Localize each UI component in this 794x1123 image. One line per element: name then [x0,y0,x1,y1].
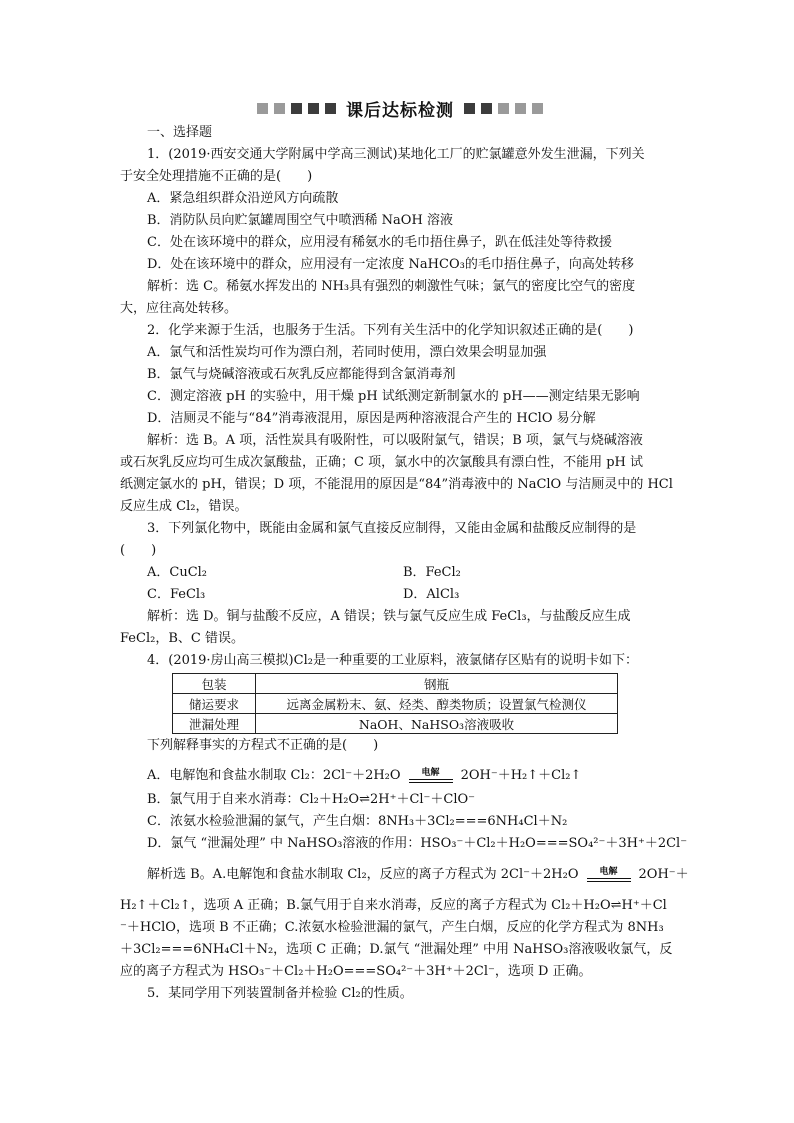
answer-explanation: 纸测定氯水的 pH，错误；D 项，不能混用的原因是“84”消毒液中的 NaClO 与洁厕灵中的 HCl [120,477,673,492]
answer-explanation: ⁻＋HClO，选项 B 不正确；C.浓氨水检验泄漏的氯气，产生白烟，反应的化学方程式为 8NH₃ [120,920,664,935]
table-row [173,674,618,694]
decor-square-icon [325,103,336,114]
decor-square-icon [308,103,319,114]
question-stem: 2．化学来源于生活，也服务于生活。下列有关生活中的化学知识叙述正确的是( ) [147,323,634,338]
option-d: D．AlCl₃ [403,587,460,602]
option-d: D．处在该环境中的群众，应用浸有一定浓度 NaHCO₃的毛巾捂住鼻子，向高处转移 [147,257,634,272]
decor-square-icon [291,103,302,114]
answer-explanation: ＋3Cl₂===6NH₄Cl＋N₂，选项 C 正确；D.氯气 “泄漏处理” 中用 NaHSO₃溶液吸收氯气，反 [120,942,673,957]
question-stem: 1．(2019·西安交通大学附属中学高三测试)某地化工厂的贮氯罐意外发生泄漏，下列关 [147,147,645,162]
decor-square-icon [464,103,475,114]
page-title: 课后达标检测 [346,100,454,121]
electrolysis-condition [587,868,631,882]
option-row [120,562,680,584]
answer-explanation: H₂↑＋Cl₂↑，选项 A 正确；B.氯气用于自来水消毒，反应的离子方程式为 Cl₂＋H₂O⇌H⁺＋Cl [120,898,667,913]
answer-explanation: 应的离子方程式为 HSO₃⁻＋Cl₂＋H₂O===SO₄²⁻＋3H⁺＋2Cl⁻，选项 D 正确。 [120,964,592,979]
answer-explanation: 解析：选 C。稀氨水挥发出的 NH₃具有强烈的刺激性气味；氯气的密度比空气的密度 [147,279,636,294]
option-a: A．氯气和活性炭均可作为漂白剂，若同时使用，漂白效果会明显加强 [147,345,547,360]
answer-explanation: FeCl₂，B、C 错误。 [120,631,244,646]
table-cell: 远离金属粉末、氨、烃类、醇类物质；设置氯气检测仪 [256,694,618,714]
condition-label: 电解 [599,866,618,877]
answer-explanation [120,861,689,889]
question-stem: 3．下列氯化物中，既能由金属和氯气直接反应制得，又能由金属和盐酸反应制得的是 [147,521,637,536]
answer-text: 解析选 B。A.电解饱和食盐水制取 Cl₂，反应的离子方程式为 2Cl⁻＋2H₂O [147,867,579,882]
answer-explanation: 反应生成 Cl₂，错误。 [120,499,248,514]
equation-bar [409,779,453,780]
decor-square-icon [257,103,268,114]
table-cell: 包装 [173,674,256,694]
equation-bar [587,878,631,879]
option-d: D．氯气 “泄漏处理” 中 NaHSO₃溶液的作用：HSO₃⁻＋Cl₂＋H₂O===SO₄²⁻＋3H⁺＋2Cl⁻ [147,836,688,851]
option-d: D．洁厕灵不能与“84”消毒液混用，原因是两种溶液混合产生的 HClO 易分解 [147,411,596,426]
decor-square-icon [481,103,492,114]
option-b: B．FeCl₂ [403,565,461,580]
decor-square-icon [274,103,285,114]
worksheet-page [120,96,689,1005]
decor-square-icon [498,103,509,114]
option-c: C．FeCl₃ [147,587,206,602]
question-stem: 下列解释事实的方程式不正确的是( ) [147,738,379,753]
option-a: A．紧急组织群众沿逆风方向疏散 [147,191,339,206]
answer-explanation: 解析：选 D。铜与盐酸不反应，A 错误；铁与氯气反应生成 FeCl₃，与盐酸反应生成 [147,609,631,624]
answer-explanation: 解析：选 B。A 项，活性炭具有吸附性，可以吸附氯气，错误；B 项，氯气与烧碱溶液 [147,433,643,448]
table-cell: NaOH、NaHSO₃溶液吸收 [256,714,618,734]
section-heading: 一、选择题 [147,125,213,140]
option-c: C．测定溶液 pH 的实验中，用干燥 pH 试纸测定新制氯水的 pH——测定结果无影响 [147,389,640,404]
option-a [120,763,680,789]
option-row [120,584,680,606]
question-stem: 4．(2019·房山高三模拟)Cl₂是一种重要的工业原料，液氯储存区贴有的说明卡如下： [147,653,638,668]
option-a-left: A．电解饱和食盐水制取 Cl₂：2Cl⁻＋2H₂O [147,768,401,783]
table-cell: 储运要求 [173,694,256,714]
table-row [173,714,618,734]
option-b: B．氯气与烧碱溶液或石灰乳反应都能得到含氯消毒剂 [147,367,456,382]
title-banner [120,96,680,120]
electrolysis-condition [409,769,453,783]
option-b: B．消防队员向贮氯罐周围空气中喷洒稀 NaOH 溶液 [147,213,453,228]
answer-explanation: 大，应往高处转移。 [120,301,238,316]
chlorine-info-table [172,673,618,734]
table-row [173,694,618,714]
option-c: C．处在该环境中的群众，应用浸有稀氨水的毛巾捂住鼻子，趴在低洼处等待救援 [147,235,612,250]
table-cell: 泄漏处理 [173,714,256,734]
equation-bar [409,782,453,783]
answer-explanation: 或石灰乳反应均可生成次氯酸盐，正确；C 项，氯水中的次氯酸具有漂白性，不能用 pH 试 [120,455,644,470]
option-a: A．CuCl₂ [147,565,208,580]
option-a-right: 2OH⁻＋H₂↑＋Cl₂↑ [460,768,582,783]
decor-square-icon [515,103,526,114]
option-b: B．氯气用于自来水消毒：Cl₂＋H₂O⇌2H⁺＋Cl⁻＋ClO⁻ [147,792,476,807]
table-cell: 钢瓶 [256,674,618,694]
decor-square-icon [532,103,543,114]
option-c: C．浓氨水检验泄漏的氯气，产生白烟：8NH₃＋3Cl₂===6NH₄Cl＋N₂ [147,814,568,829]
question-stem: ( ) [120,543,157,558]
condition-label: 电解 [421,767,440,778]
equation-bar [587,881,631,882]
answer-text: 2OH⁻＋ [638,867,689,882]
question-stem: 于安全处理措施不正确的是( ) [120,169,313,184]
question-stem: 5．某同学用下列装置制备并检验 Cl₂的性质。 [147,986,413,1001]
